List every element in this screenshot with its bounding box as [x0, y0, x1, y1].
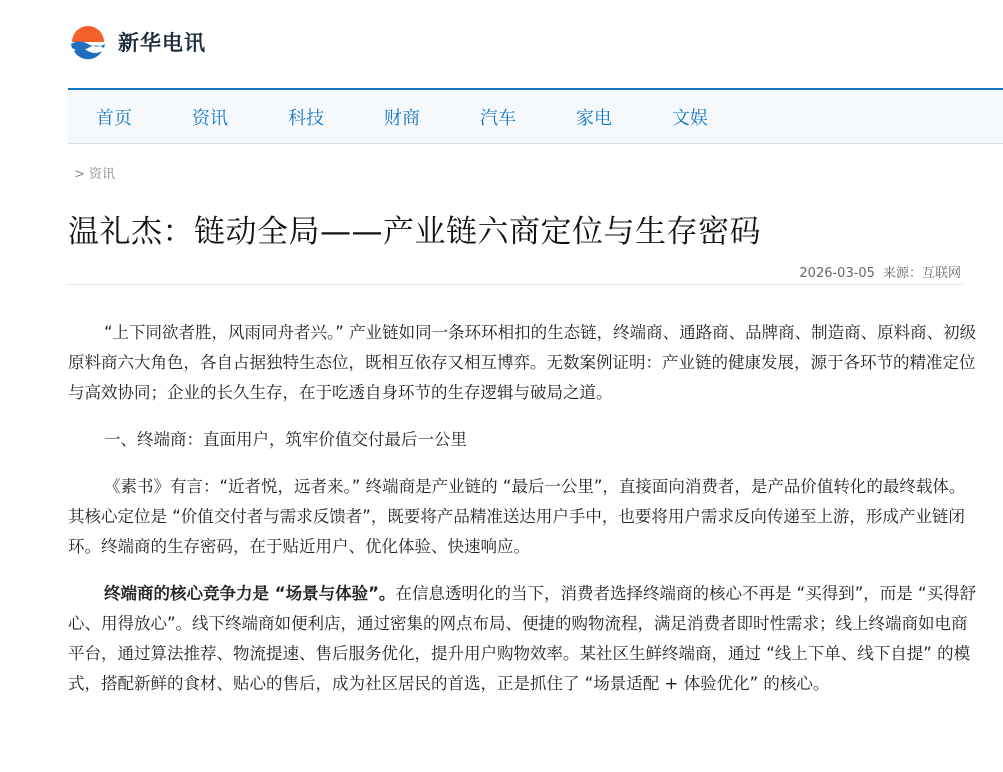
logo-icon	[68, 22, 108, 62]
paragraph: “上下同欲者胜，风雨同舟者兴。” 产业链如同一条环环相扣的生态链，终端商、通路商、品牌商、制造商、原料商、初级原料商六大角色，各自占据独特生态位，既相互依存又相互博弈。无数案例证明：产业链的健康发展，源于各环节的精准定位与高效协同；企业的长久生存，在于吃透自身环节的生存逻辑与破局之道。	[68, 323, 977, 402]
paragraph	[68, 579, 980, 699]
nav-item-auto[interactable]: 汽车	[480, 107, 516, 129]
paragraph-bold-lead: 终端商的核心竞争力是 “场景与体验”。	[104, 584, 396, 603]
article-date: 2026-03-05	[799, 266, 875, 281]
article-title: 温礼杰：链动全局——产业链六商定位与生存密码	[68, 214, 761, 250]
paragraph: 《素书》有言：“近者悦，远者来。” 终端商是产业链的 “最后一公里”，直接面向消费者，是产品价值转化的最终载体。其核心定位是 “价值交付者与需求反馈者”，既要将产品精准送达用户手中，也要将用户需求反向传递至上游，形成产业链闭环。终端商的生存密码，在于贴近用户、优化体验、快速响应。	[68, 477, 966, 556]
brand-name: 新华电讯	[118, 31, 206, 55]
paragraph-text: 在信息透明化的当下，消费者选择终端商的核心不再是 “买得到”，而是 “买得舒心、用得放心”。线下终端商如便利店，通过密集的网点布局、便捷的购物流程，满足消费者即时性需求；线上终端商如电商平台，通过算法推荐、物流提速、售后服务优化，提升用户购物效率。某社区生鲜终端商，通过 “线上下单、线下自提” 的模式，搭配新鲜的食材、贴心的售后，成为社区居民的首选，正是抓住了 “场景适配 + 体验优化” 的核心。	[68, 584, 977, 693]
article-body	[68, 318, 980, 716]
site-logo[interactable]	[68, 22, 206, 62]
nav-item-entertainment[interactable]: 文娱	[672, 107, 708, 129]
nav-item-news[interactable]: 资讯	[192, 107, 228, 129]
article-meta	[799, 262, 961, 281]
breadcrumb[interactable]: > 资讯	[74, 167, 116, 182]
main-nav	[68, 88, 1003, 144]
site-header	[0, 0, 1003, 88]
nav-item-tech[interactable]: 科技	[288, 107, 324, 129]
nav-item-home[interactable]: 首页	[96, 107, 132, 129]
nav-item-appliance[interactable]: 家电	[576, 107, 612, 129]
nav-item-finance[interactable]: 财商	[384, 107, 420, 129]
article-source: 互联网	[921, 266, 961, 281]
divider	[68, 284, 963, 285]
section-heading: 一、终端商：直面用户，筑牢价值交付最后一公里	[104, 430, 467, 449]
source-label: 来源：	[882, 266, 922, 281]
